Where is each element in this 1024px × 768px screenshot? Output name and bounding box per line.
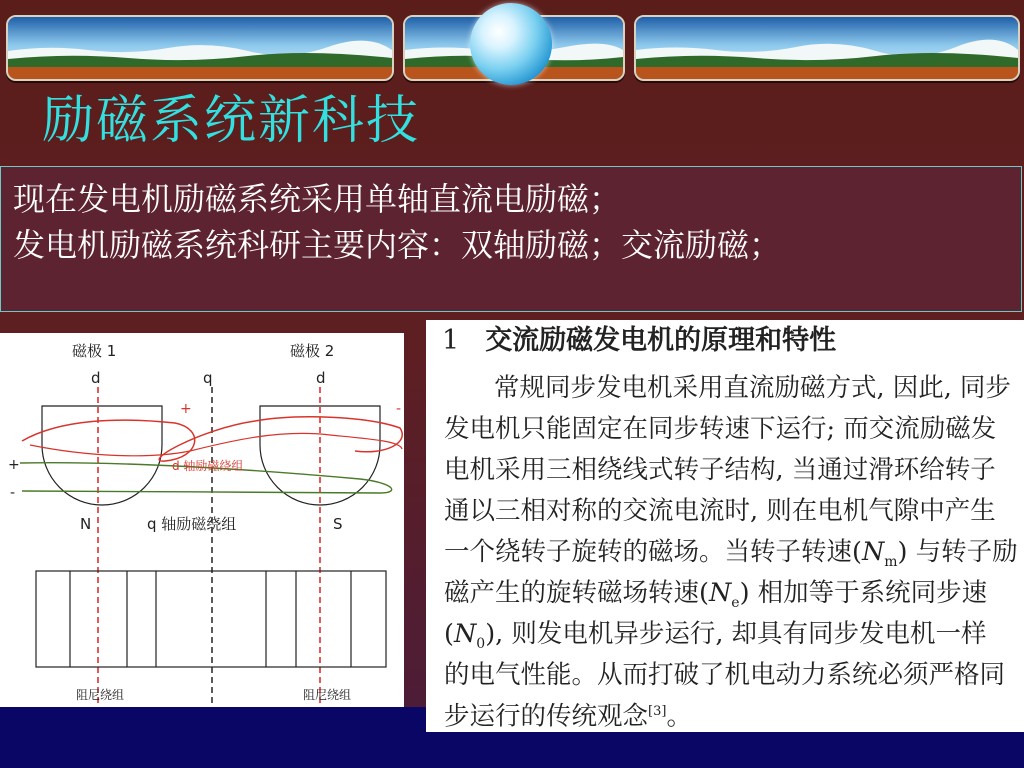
content-line-2: 发电机励磁系统科研主要内容：双轴励磁；交流励磁； (13, 226, 782, 264)
article-excerpt (426, 320, 1024, 732)
q-axis-label: q (203, 369, 213, 387)
section-heading: 交流励磁发电机的原理和特性 (485, 325, 837, 356)
slide-title: 励磁系统新科技 (42, 91, 421, 151)
damper-right-label: 阻尼绕组 (303, 688, 352, 702)
minus-top-label: - (396, 401, 402, 417)
article-line-8: 的电气性能。从而打破了机电动力系统必须严格同 (444, 660, 1006, 690)
section-number: 1 (442, 325, 460, 356)
plus-left-label: + (8, 457, 20, 473)
generator-diagram (0, 333, 404, 707)
minus-left-label: - (10, 485, 16, 501)
header-banner-left (6, 15, 394, 81)
damper-winding-box (36, 571, 386, 667)
n-pole-label: N (80, 515, 92, 533)
article-line-5: 一个绕转子旋转的磁场。当转子转速$(N_m)$ 与转子励 (444, 537, 1018, 571)
header-banner-right (634, 15, 1020, 81)
article-line-1: 常规同步发电机采用直流励磁方式, 因此, 同步 (494, 373, 1011, 403)
damper-left-label: 阻尼绕组 (76, 688, 125, 702)
article-line-3: 电机采用三相绕线式转子结构, 当通过滑环给转子 (444, 455, 996, 485)
article-line-7: $(N_0)$, 则发电机异步运行, 却具有同步发电机一样 (444, 619, 987, 653)
s-pole-label: S (333, 515, 343, 533)
q-winding-label: q 轴励磁绕组 (147, 515, 237, 533)
pole1-label: 磁极 1 (72, 342, 117, 360)
d-axis-right-label: d (316, 369, 326, 387)
article-line-9: 步运行的传统观念[3]。 (444, 701, 692, 732)
plus-top-label: + (180, 401, 192, 417)
d-axis-left-label: d (91, 369, 101, 387)
article-heading (442, 322, 836, 360)
article-line-4: 通以三相对称的交流电流时, 则在电机气隙中产生 (444, 496, 996, 526)
article-line-2: 发电机只能固定在同步转速下运行; 而交流励磁发 (444, 414, 997, 444)
globe-icon (470, 3, 552, 85)
content-box (0, 166, 1022, 312)
article-line-6: 磁产生的旋转磁场转速$(N_e)$ 相加等于系统同步速 (444, 578, 988, 612)
damper-bars (70, 571, 351, 667)
content-line-1: 现在发电机励磁系统采用单轴直流电励磁； (13, 180, 622, 218)
d-winding-label: d 轴励磁绕组 (172, 459, 244, 473)
citation-ref: [3] (648, 704, 667, 719)
pole2-label: 磁极 2 (290, 342, 335, 360)
